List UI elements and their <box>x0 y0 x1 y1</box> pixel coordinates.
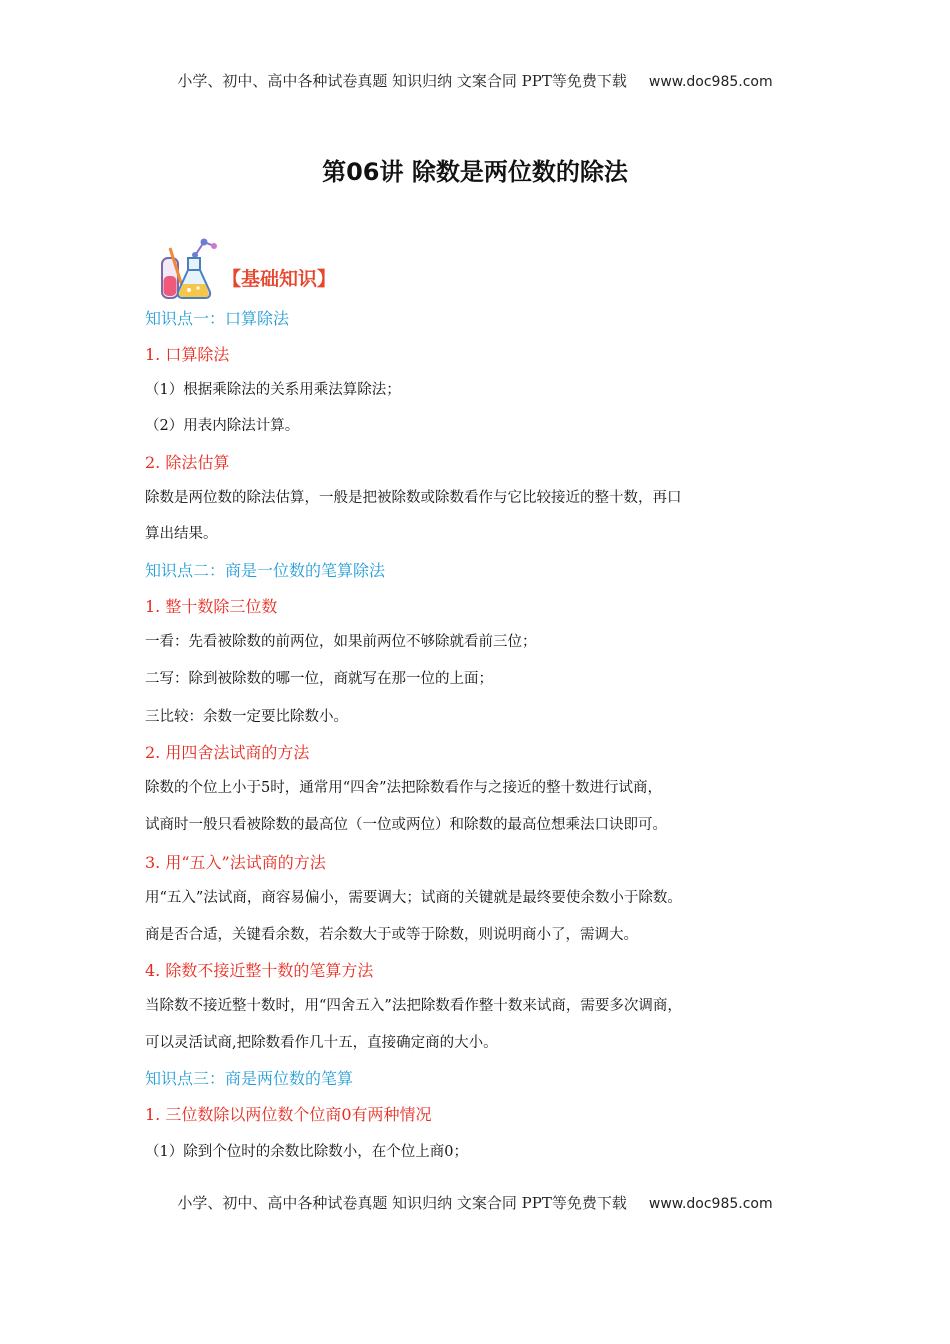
page-footer <box>0 1192 950 1213</box>
body-text: 除数是两位数的除法估算，一般是把被除数或除数看作与它比较接近的整十数，再口 <box>145 490 682 506</box>
knowledge-point-heading: 知识点一：口算除法 <box>145 309 290 328</box>
body-text: 算出结果。 <box>145 526 218 542</box>
subheading: 4. 除数不接近整十数的笔算方法 <box>145 961 374 980</box>
header-text: 小学、初中、高中各种试卷真题 知识归纳 文案合同 PPT等免费下载 <box>177 72 627 90</box>
subheading: 2. 除法估算 <box>145 453 230 472</box>
body-text: 三比较：余数一定要比除数小。 <box>145 709 348 725</box>
knowledge-point-heading: 知识点三：商是两位数的笔算 <box>145 1069 354 1088</box>
body-text: 二写：除到被除数的哪一位，商就写在那一位的上面； <box>145 671 493 687</box>
body-text: 商是否合适，关键看余数，若余数大于或等于除数，则说明商小了，需调大。 <box>145 927 638 943</box>
knowledge-point-heading: 知识点二：商是一位数的笔算除法 <box>145 561 386 580</box>
footer-text: 小学、初中、高中各种试卷真题 知识归纳 文案合同 PPT等免费下载 <box>177 1194 627 1212</box>
body-text: （1）根据乘除法的关系用乘法算除法； <box>145 382 401 398</box>
subheading: 2. 用四舍法试商的方法 <box>145 743 310 762</box>
body-text: 可以灵活试商,把除数看作几十五，直接确定商的大小。 <box>145 1035 498 1051</box>
body-text: 当除数不接近整十数时，用“四舍五入”法把除数看作整十数来试商，需要多次调商， <box>145 998 682 1014</box>
subheading: 3. 用“五入”法试商的方法 <box>145 853 326 872</box>
body-text: 一看：先看被除数的前两位，如果前两位不够除就看前三位； <box>145 634 537 650</box>
body-text: 除数的个位上小于5时，通常用“四舍”法把除数看作与之接近的整十数进行试商， <box>145 780 663 796</box>
subheading: 1. 口算除法 <box>145 345 230 364</box>
body-text: 用“五入”法试商，商容易偏小，需要调大；试商的关键就是最终要使余数小于除数。 <box>145 890 682 906</box>
header-url: www.doc985.com <box>648 74 773 90</box>
subheading: 1. 三位数除以两位数个位商0有两种情况 <box>145 1105 432 1124</box>
page-title: 第06讲 除数是两位数的除法 <box>322 158 628 186</box>
body-text: （1）除到个位时的余数比除数小，在个位上商0； <box>145 1144 468 1160</box>
subheading: 1. 整十数除三位数 <box>145 597 278 616</box>
footer-url: www.doc985.com <box>648 1196 773 1212</box>
page-header <box>0 70 950 91</box>
section-label: 【基础知识】 <box>222 268 337 290</box>
body-text: （2）用表内除法计算。 <box>145 418 300 434</box>
flask-icon <box>156 236 220 302</box>
body-text: 试商时一般只看被除数的最高位（一位或两位）和除数的最高位想乘法口诀即可。 <box>145 817 667 833</box>
